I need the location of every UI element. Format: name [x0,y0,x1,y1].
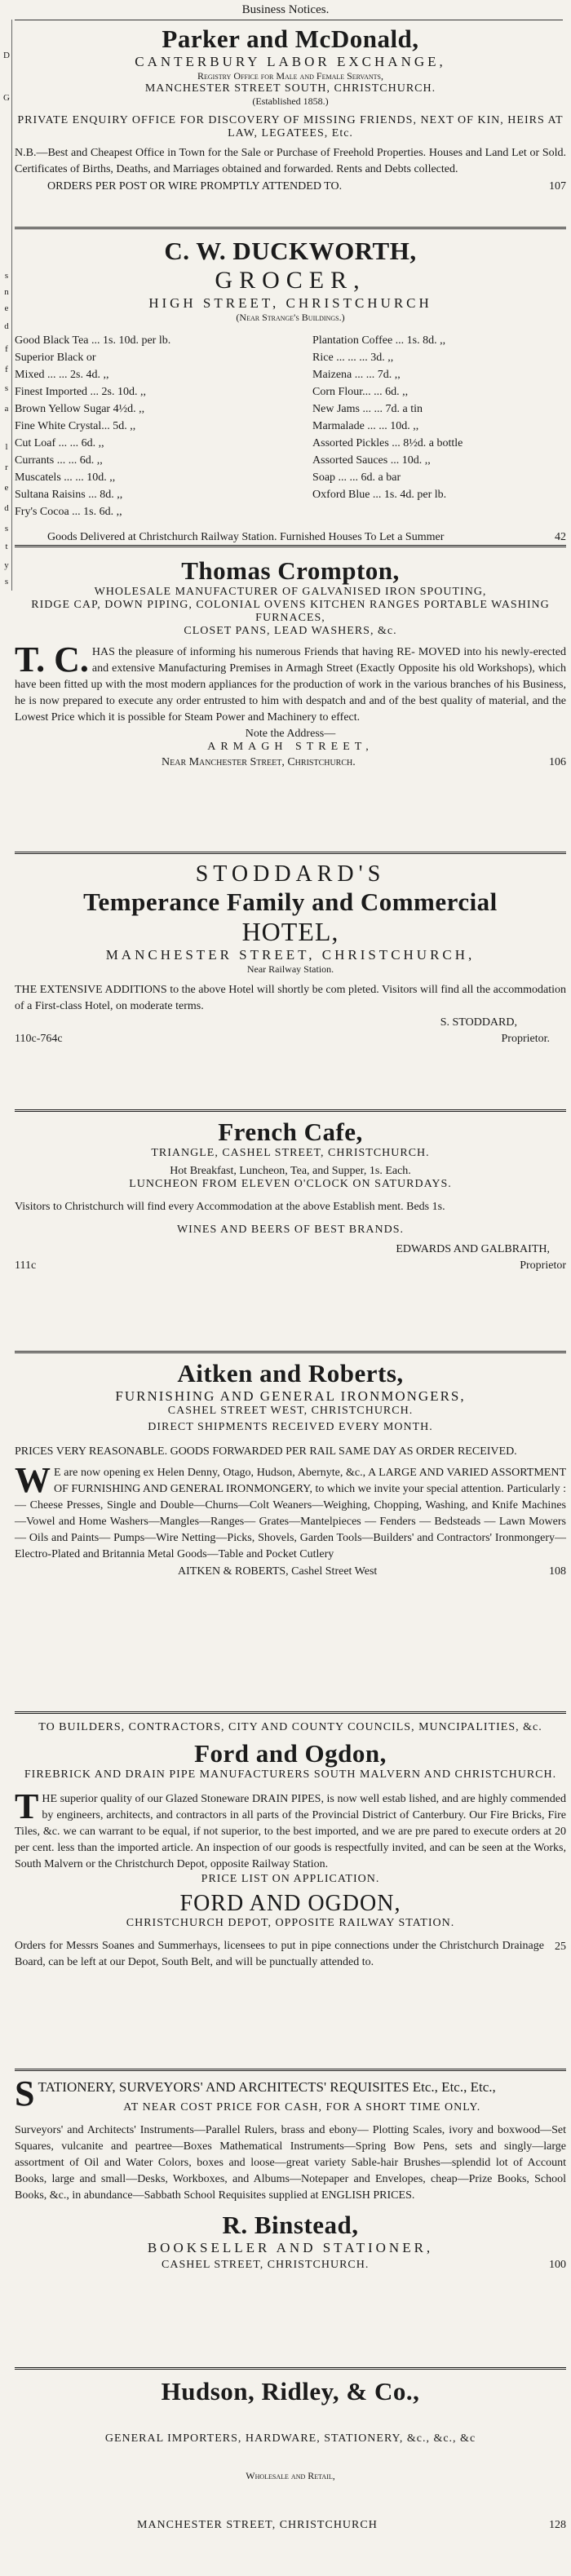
price-item: Rice ... ... ... 3d. ,, [312,352,394,364]
ad-address-row [15,2256,566,2273]
ad-name: STODDARD'S [195,861,386,887]
ad-address: HIGH STREET, CHRISTCHURCH [148,295,432,311]
ad-signature-row [15,1242,566,1258]
ad-location: (Near Strange's Buildings.) [236,312,345,323]
page-header: Business Notices. [241,3,330,16]
price-item: Fry's Cocoa ... 1s. 6d. ,, [15,506,122,518]
ad-subtitle: FURNISHING AND GENERAL IRONMONGERS, [115,1388,466,1404]
ad-title: R. Binstead, [222,2211,359,2239]
ad-body-block [15,1460,566,1563]
price-list [15,332,566,520]
ad-code: 128 [549,2519,566,2531]
ad-title: Hudson, Ridley, & Co., [161,2377,420,2406]
ad-title: Ford and Ogdon, [194,1739,387,1768]
ad-title: Temperance Family and Commercial [83,887,498,916]
ad-wines: WINES AND BEERS OF BEST BRANDS. [176,1224,405,1236]
ad-subtitle: GROCER, [215,267,366,294]
gutter-letter: n [4,287,9,297]
ad-subtitle: Registry Office for Male and Female Servants, [197,70,384,82]
gutter-letter: f [5,365,8,374]
gutter-letter: D [3,51,10,60]
price-item: Corn Flour... ... 6d. ,, [312,386,409,398]
gutter-letter: s [4,524,9,533]
price-item: New Jams ... ... 7d. a tin [312,403,423,415]
price-item: Currants ... ... 6d. ,, [15,454,103,467]
price-item: Marmalade ... ... 10d. ,, [312,420,419,432]
gutter-letter: t [5,542,8,551]
ad-address: TRIANGLE, CASHEL STREET, CHRISTCHURCH. [151,1147,430,1159]
ad-orders-row [15,178,566,195]
ad-price-list: PRICE LIST ON APPLICATION. [201,1873,380,1885]
ad-code: 100 [549,2259,566,2271]
ad-orders-row [15,1938,566,1971]
ad-code: 110c-764c [15,1033,63,1045]
gutter-letter: d [4,503,9,513]
ad-address: CASHEL STREET WEST, CHRISTCHURCH. [167,1405,414,1417]
gutter-letter: a [4,404,9,414]
ad-title: C. W. DUCKWORTH, [164,237,417,265]
ad-code: 107 [549,180,566,193]
gutter-letter: y [4,560,9,570]
ad-address-row [15,754,566,771]
ad-subtitle: WHOLESALE MANUFACTURER OF GALVANISED IRON SPOUTING, [94,586,487,598]
drop-cap: T. C. [15,640,89,679]
price-item: Plantation Coffee ... 1s. 8d. ,, [312,334,446,347]
gutter-letter: e [4,303,9,313]
drop-cap: T [15,1786,39,1826]
ad-subtitle: CLOSET PANS, LEAD WASHERS, &c. [184,625,397,637]
ad-orders: ORDERS PER POST OR WIRE PROMPTLY ATTENDED TO. [47,180,343,193]
divider [15,1109,566,1112]
ad-code: 106 [549,756,566,768]
gutter-letter: G [3,93,10,103]
price-item: Assorted Sauces ... 10d. ,, [312,454,431,467]
ad-subtitle: RIDGE CAP, DOWN PIPING, COLONIAL OVENS KITCHEN RANGES PORTABLE WASHING FURNACES, [31,599,550,624]
ad-body: HE superior quality of our Glazed Stoneware DRAIN PIPES, is now well estab lished, and are highly commended by engineers, architects, and contractors in all parts of the Provincial District of Canterbury. Our Fire Bricks, Fire Tiles, &c. we can warrant to be equal, if not superior, to the best imported, and we are pre pared to execute orders at 20 per cent. less than the imported article. An inspection of our goods is respectfully invited, and can be seen at the Works, South Malvern or the Christchurch Depot, opposite Railway Station. [15,1793,566,1870]
divider [15,1351,566,1353]
price-item: Soap ... ... 6d. a bar [312,471,401,484]
ad-signature: AITKEN & ROBERTS, Cashel Street West [178,1565,378,1578]
ad-code-row [15,1031,566,1047]
ad-body: E are now opening ex Helen Denny, Otago, Hudson, Abernyte, &c., A LARGE AND VARIED ASSORTMENT OF FURNISHING AND GENERAL IRONMONGERY, to which we invite your special attention. Particularly :— Cheese Presses, Single and Double—Churns—Colt Weaners—Weighing, Chopping, Washing, and Knife Machines—Vowel and Home Washers—Mangles—Ranges— Grates—Mantelpieces — Fenders — Bedsteads — Lawn Mowers — Oils and Paints— Pumps—Wire Netting—Picks, Shovels, Garden Tools—Builders' and Contractors' Ironmongery—Electro-Plated and Britannia Metal Goods—Table and Pocket Cutlery [15,1467,566,1560]
ad-private-enquiry: PRIVATE ENQUIRY OFFICE FOR DISCOVERY OF MISSING FRIENDS, NEXT OF KIN, HEIRS AT LAW, LEGATEES, Etc. [17,114,564,139]
ad-prices: PRICES VERY REASONABLE. GOODS FORWARDED PER RAIL SAME DAY AS ORDER RECEIVED. [15,1445,517,1458]
price-item: Good Black Tea ... 1s. 10d. per lb. [15,334,171,347]
ad-body: Visitors to Christchurch will find every Accommodation at the above Establish ment. Beds 1s. [15,1201,445,1213]
ad-address-detail: Near Manchester Street, Christchurch. [162,756,356,768]
ad-parker-mcdonald [15,24,566,195]
gutter-letter: l [5,442,8,452]
ad-code: 42 [555,531,566,543]
gutter-letter: d [4,321,9,331]
price-item: Finest Imported ... 2s. 10d. ,, [15,386,146,398]
ad-body-block [15,1786,566,1873]
ad-duckworth [15,237,566,546]
drop-cap: S [15,2074,35,2113]
divider [15,2069,566,2071]
ad-code: 111c [15,1259,37,1272]
price-item: Cut Loaf ... ... 6d. ,, [15,437,104,449]
price-item: Oxford Blue ... 1s. 4d. per lb. [312,489,447,501]
ad-established: (Established 1858.) [252,95,329,107]
price-item: Assorted Pickles ... 8½d. a bottle [312,437,463,449]
ad-hotel: HOTEL, [241,917,339,946]
ad-thomas-crompton [15,556,566,771]
ad-footer-row [15,529,566,546]
ad-binstead [15,2074,566,2273]
ad-note: Note the Address— [245,728,336,740]
ad-address: MANCHESTER STREET SOUTH, CHRISTCHURCH. [144,82,436,95]
ad-aitken-roberts [15,1359,566,1580]
ad-title: Thomas Crompton, [181,556,400,585]
price-item: Mixed ... ... 2s. 4d. ,, [15,369,109,381]
price-item: Sultana Raisins ... 8d. ,, [15,489,123,501]
ad-subtitle: FIREBRICK AND DRAIN PIPE MANUFACTURERS SOUTH MALVERN AND CHRISTCHURCH. [24,1768,557,1781]
ad-body: Surveyors' and Architects' Instruments—Parallel Rulers, brass and ebony— Plotting Scales, ivory and boxwood—Set Squares, vulcanite and peartree—Boxes Mathematical Instruments—Spring Bow Pens, sets and singly—large assortment of Oil and Water Colors, boxes and loose—great variety Sable-hair Brushes—splendid lot of Account Books, large and small—Desks, Workboxes, and Albums—Notepaper and Envelopes, cheap—Prize Books, School Books, &c., in abundance—Sabbath School Requisites supplied at ENGLISH PRICES. [15,2124,566,2202]
ad-hours: Hot Breakfast, Luncheon, Tea, and Supper, 1s. Each. [170,1165,411,1177]
drop-cap: W [15,1460,51,1500]
ad-ford-ogdon [15,1721,566,1971]
ad-body: N.B.—Best and Cheapest Office in Town for the Sale or Purchase of Freehold Properties. Houses and Land Let or Sold. Certificates of Births, Deaths, and Marriages obtained and forwarded. Rents and Debts collected. [15,147,566,175]
ad-depot: CHRISTCHURCH DEPOT, OPPOSITE RAILWAY STATION. [126,1917,455,1929]
gutter-letter: s [4,383,9,393]
ad-luncheon: LUNCHEON FROM ELEVEN O'CLOCK ON SATURDAYS. [129,1178,452,1190]
ad-signature: S. STODDARD, [440,1016,517,1029]
ad-address: MANCHESTER STREET, CHRISTCHURCH [137,2519,378,2531]
divider [15,2367,566,2370]
price-column-right [312,332,566,520]
divider [15,852,566,854]
gutter-letter: e [4,483,9,493]
ad-code-row [15,1258,566,1274]
price-column-left [15,332,268,520]
ad-hudson-ridley [15,2377,566,2534]
ad-cost: AT NEAR COST PRICE FOR CASH, FOR A SHORT TIME ONLY. [123,2101,481,2113]
ad-notice: TO BUILDERS, CONTRACTORS, CITY AND COUNTY COUNCILS, MUNCIPALITIES, &c. [38,1721,542,1733]
ad-address: CASHEL STREET, CHRISTCHURCH. [162,2259,370,2271]
price-item: Superior Black or [15,352,96,364]
ad-heading: TATIONERY, SURVEYORS' AND ARCHITECTS' REQUISITES Etc., Etc., Etc., [38,2079,496,2095]
ad-french-cafe [15,1118,566,1274]
ad-address: MANCHESTER STREET, CHRISTCHURCH, [105,947,476,963]
divider [15,227,566,229]
price-item: Muscatels ... ... 10d. ,, [15,471,116,484]
ad-subtitle: BOOKSELLER AND STATIONER, [147,2240,434,2255]
ad-wholesale: Wholesale and Retail, [246,2470,335,2481]
ad-code: 25 [555,1941,566,1953]
ad-subtitle: GENERAL IMPORTERS, HARDWARE, STATIONERY, &c., &c., &c [104,2432,476,2445]
ad-title: French Cafe, [218,1118,363,1146]
ad-signature: EDWARDS AND GALBRAITH, [396,1243,550,1255]
ad-subtitle: CANTERBURY LABOR EXCHANGE, [135,54,446,69]
ad-shipments: DIRECT SHIPMENTS RECEIVED EVERY MONTH. [148,1421,433,1433]
ad-location: Near Railway Station. [246,963,334,975]
gutter-letter: f [5,344,8,354]
ad-orders: Orders for Messrs Soanes and Summerhays, licensees to put in pipe connections under the Christchurch Drainage Board, can be left at our Depot, South Belt, and will be punctually attended to. [15,1940,544,1968]
ad-footer: Goods Delivered at Christchurch Railway Station. Furnished Houses To Let a Summer [47,531,445,543]
price-item: Brown Yellow Sugar 4½d. ,, [15,403,145,415]
ad-title: Parker and McDonald, [162,24,419,53]
ad-proprietor: Proprietor [520,1259,566,1272]
ad-body-block [15,640,566,726]
gutter-letter: s [4,271,9,281]
ad-title: FORD AND OGDON, [179,1891,401,1916]
price-item: Maizena ... ... 7d. ,, [312,369,401,381]
gutter-letter: r [5,463,8,472]
ad-stoddards-hotel [15,861,566,1047]
ad-title: Aitken and Roberts, [177,1359,404,1388]
ad-code: 108 [549,1565,566,1578]
gutter-letter: s [4,577,9,586]
divider [15,1711,566,1714]
ad-body: THE EXTENSIVE ADDITIONS to the above Hotel will shortly be com pleted. Visitors will find all the accommodation of a First-class Hotel, on moderate terms. [15,984,566,1012]
ad-signature-row [15,1563,566,1580]
ad-address: ARMAGH STREET, [207,741,374,753]
divider [15,545,566,547]
ad-signature-row [15,1015,566,1031]
ad-body: HAS the pleasure of informing his numerous Friends that having RE- MOVED into his newly-erected and extensive Manufacturing Premises in Armagh Street (Exactly Opposite his old Workshops), which have been fitted up with the most modern appliances for the production of work in the various branches of his Business, he is now prepared to execute any order entrusted to him with despatch and and of the best quality of material, and the Lowest Price which it is possible for Steam Power and Machinery to effect. [15,646,566,724]
ad-proprietor: Proprietor. [501,1033,550,1045]
ad-address-row [15,2516,566,2534]
price-item: Fine White Crystal... 5d. ,, [15,420,136,432]
